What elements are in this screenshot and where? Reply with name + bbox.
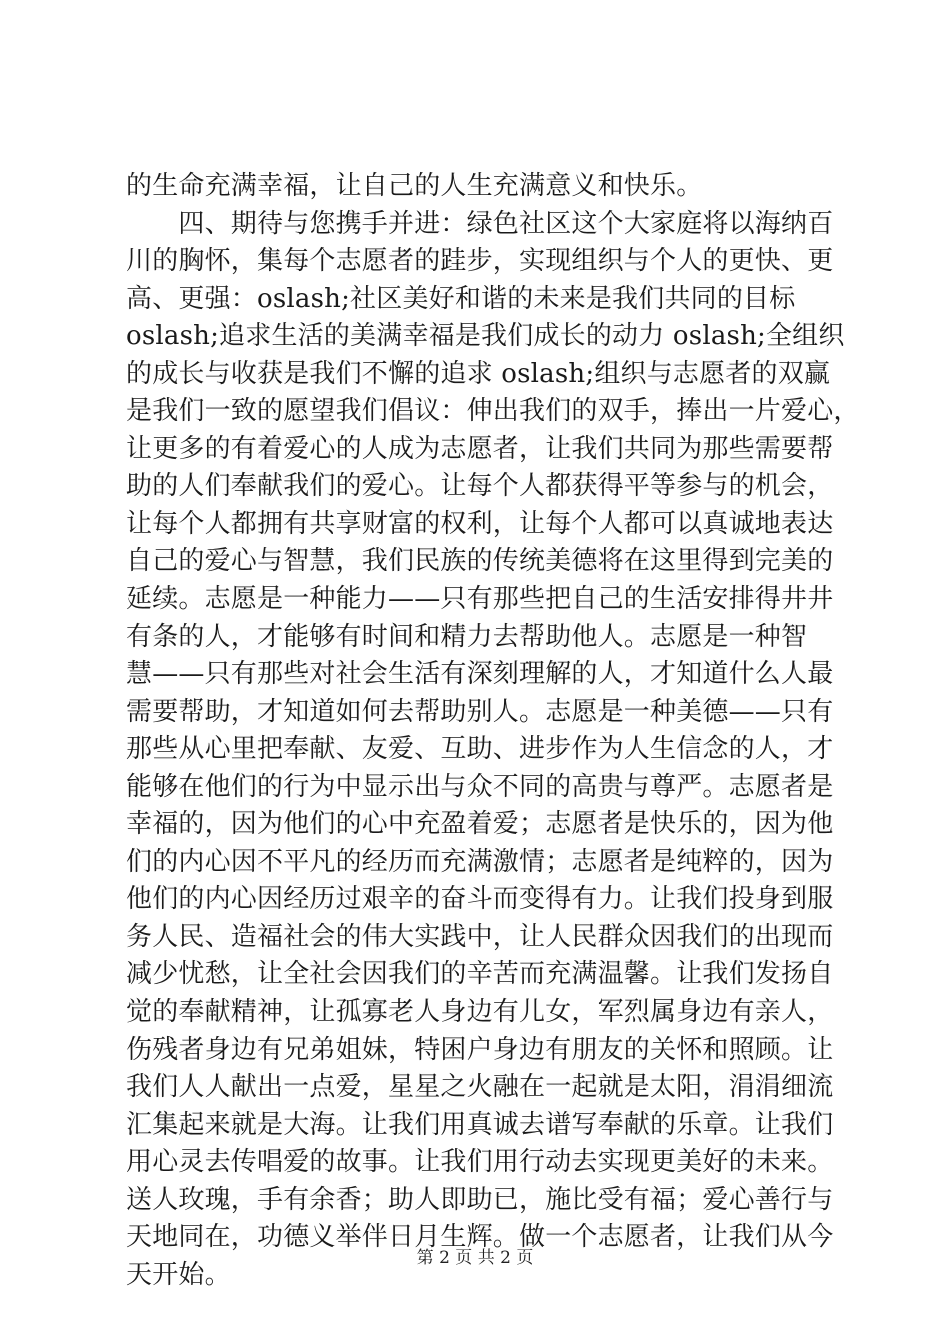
body-text	[126, 168, 860, 1294]
text-line: 汇集起来就是大海。让我们用真诚去谱写奉献的乐章。让我们	[126, 1109, 834, 1140]
text-line: 延续。志愿是一种能力——只有那些把自己的生活安排得井井	[126, 584, 834, 615]
text-line: 伤残者身边有兄弟姐妹，特困户身边有朋友的关怀和照顾。让	[126, 1034, 834, 1065]
text-line: 有条的人，才能够有时间和精力去帮助他人。志愿是一种智	[126, 621, 808, 652]
text-line: 四、期待与您携手并进：绿色社区这个大家庭将以海纳百	[126, 208, 834, 239]
text-line: 是我们一致的愿望我们倡议：伸出我们的双手，捧出一片爱心，	[126, 396, 860, 427]
text-line: 的成长与收获是我们不懈的追求 oslash;组织与志愿者的双赢	[126, 358, 831, 389]
text-line: 高、更强：oslash;社区美好和谐的未来是我们共同的目标	[126, 283, 796, 314]
text-line: 的生命充满幸福，让自己的人生充满意义和快乐。	[126, 171, 703, 201]
text-line: 需要帮助，才知道如何去帮助别人。志愿是一种美德——只有	[126, 696, 834, 727]
text-line: oslash;追求生活的美满幸福是我们成长的动力 oslash;全组织	[126, 321, 845, 352]
text-line: 用心灵去传唱爱的故事。让我们用行动去实现更美好的未来。	[126, 1147, 834, 1178]
text-line: 天开始。	[126, 1259, 231, 1290]
text-line: 那些从心里把奉献、友爱、互助、进步作为人生信念的人，才	[126, 734, 834, 765]
text-line: 送人玫瑰，手有余香；助人即助已，施比受有福；爱心善行与	[126, 1184, 834, 1215]
text-line: 觉的奉献精神，让孤寡老人身边有儿女，军烈属身边有亲人，	[126, 997, 834, 1028]
text-line: 幸福的，因为他们的心中充盈着爱；志愿者是快乐的，因为他	[126, 809, 834, 840]
page-footer: 第 2 页 共 2 页	[416, 1248, 534, 1268]
text-line: 自己的爱心与智慧，我们民族的传统美德将在这里得到完美的	[126, 546, 834, 577]
text-line: 减少忧愁，让全社会因我们的辛苦而充满温馨。让我们发扬自	[126, 959, 834, 990]
text-line: 务人民、造福社会的伟大实践中，让人民群众因我们的出现而	[126, 921, 834, 952]
text-line: 天地同在，功德义举伴日月生辉。做一个志愿者，让我们从今	[126, 1222, 834, 1253]
text-line: 们的内心因不平凡的经历而充满激情；志愿者是纯粹的，因为	[126, 846, 834, 877]
text-line: 让每个人都拥有共享财富的权利，让每个人都可以真诚地表达	[126, 508, 834, 539]
text-line: 助的人们奉献我们的爱心。让每个人都获得平等参与的机会，	[126, 471, 834, 502]
text-line: 能够在他们的行为中显示出与众不同的高贵与尊严。志愿者是	[126, 771, 834, 802]
text-line: 我们人人献出一点爱，星星之火融在一起就是太阳，涓涓细流	[126, 1072, 834, 1103]
text-line: 让更多的有着爱心的人成为志愿者，让我们共同为那些需要帮	[126, 433, 834, 464]
text-line: 慧——只有那些对社会生活有深刻理解的人，才知道什么人最	[126, 659, 834, 690]
text-line: 川的胸怀，集每个志愿者的跬步，实现组织与个人的更快、更	[126, 246, 834, 277]
text-line: 他们的内心因经历过艰辛的奋斗而变得有力。让我们投身到服	[126, 884, 834, 915]
